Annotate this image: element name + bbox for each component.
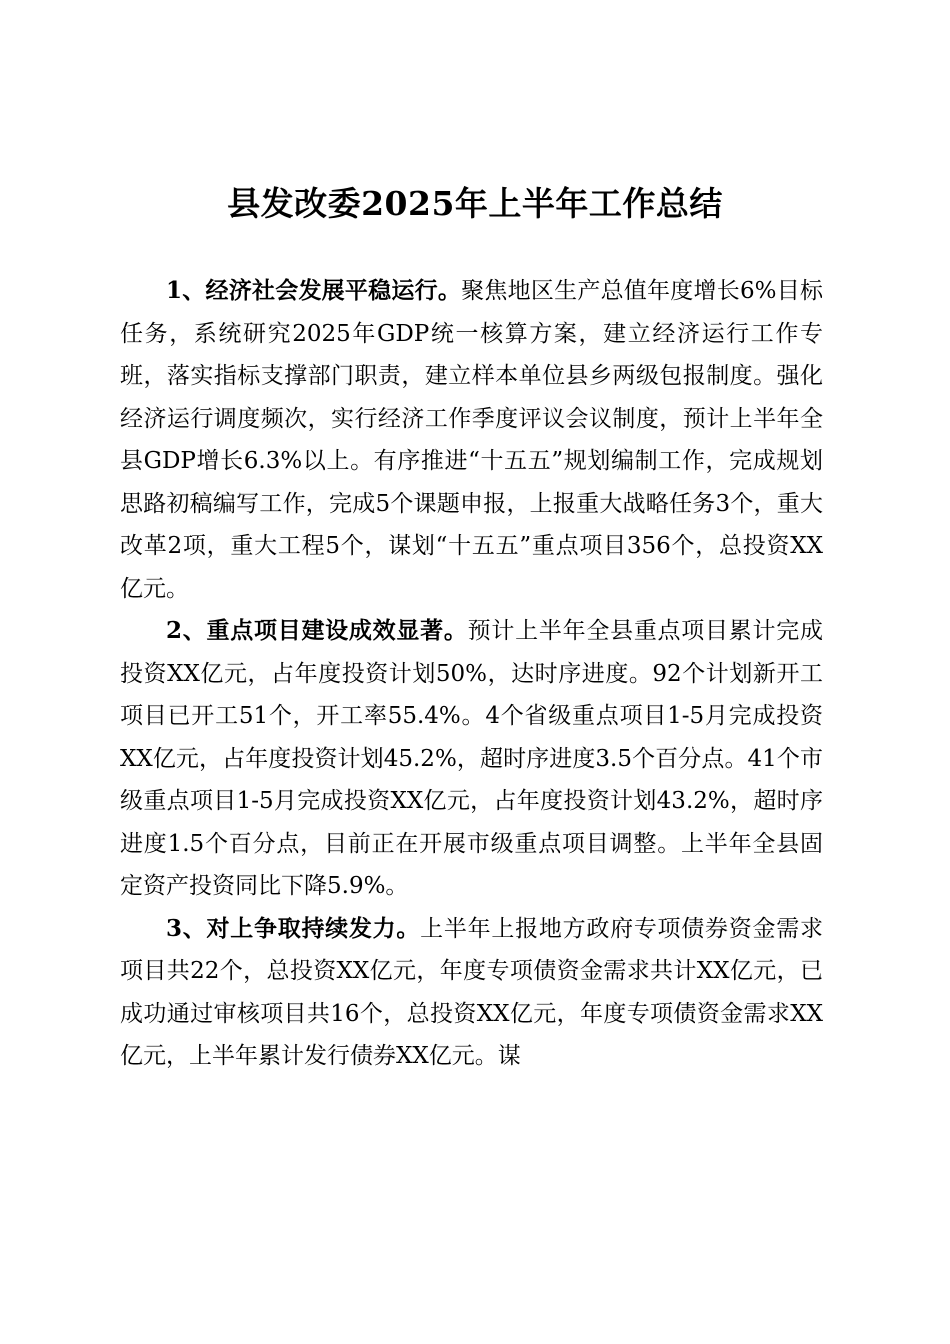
paragraph-2: [120, 610, 823, 908]
paragraph-3-lead: 3、对上争取持续发力。: [166, 914, 421, 942]
paragraph-2-lead: 2、重点项目建设成效显著。: [166, 617, 468, 644]
document-body: [120, 270, 823, 1078]
paragraph-3: [120, 908, 823, 1078]
paragraph-2-text: 预计上半年全县重点项目累计完成投资XX亿元，占年度投资计划50%，达时序进度。92个计划新开工项目已开工51个，开工率55.4%。4个省级重点项目1-5月完成投资XX亿元，占年度投资计划45.2%，超时序进度3.5个百分点。41个市级重点项目1-5月完成投资XX亿元，占年度投资计划43.2%，超时序进度1.5个百分点，目前正在开展市级重点项目调整。上半年全县固定资产投资同比下降5.9%。: [120, 618, 824, 899]
document-title: 县发改委2025年上半年工作总结: [227, 184, 723, 223]
paragraph-3-text: 上半年上报地方政府专项债券资金需求项目共22个，总投资XX亿元，年度专项债资金需求共计XX亿元，已成功通过审核项目共16个，总投资XX亿元，年度专项债资金需求XX亿元，上半年累计发行债券XX亿元。谋: [120, 915, 823, 1069]
paragraph-1: [120, 270, 823, 610]
paragraph-1-lead: 1、经济社会发展平稳运行。: [166, 277, 462, 304]
paragraph-1-text: 聚焦地区生产总值年度增长6%目标任务，系统研究2025年GDP统一核算方案，建立经济运行工作专班，落实指标支撑部门职责，建立样本单位县乡两级包报制度。强化经济运行调度频次，实行经济工作季度评议会议制度，预计上半年全县GDP增长6.3%以上。有序推进“十五五”规划编制工作，完成规划思路初稿编写工作，完成5个课题申报，上报重大战略任务3个，重大改革2项，重大工程5个，谋划“十五五”重点项目356个，总投资XX亿元。: [120, 278, 823, 602]
